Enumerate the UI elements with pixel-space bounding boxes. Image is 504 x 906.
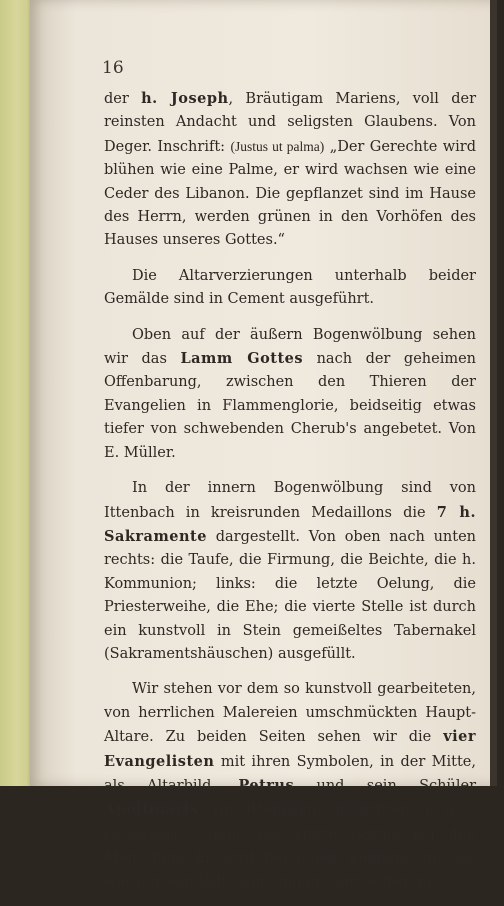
paragraph <box>104 324 476 465</box>
paragraph <box>104 477 476 666</box>
page-edge <box>490 0 497 786</box>
text-run: Die Altarverzierungen unterhalb beider Gemälde sind in Cement ausgeführt. <box>104 267 476 308</box>
text-run: dargestellt. Von oben nach unten rechts: die Taufe, die Firmung, die Beichte, die h. Kommunion; links: die letzte Oelung, die Priesterweihe, die Ehe; die vierte Stelle ist durch ein kunstvoll in Stein gemeißeltes Tabernakel (Sakramentshäuschen) ausgefüllt. <box>104 528 476 662</box>
paragraph <box>104 265 476 312</box>
text-run: Oben auf der äußern Bogenwölbung sehen wir das <box>104 326 476 368</box>
paragraph <box>104 678 476 894</box>
text-run: „Siehe die Hütte Gottes bei den Menschen! Er wird bei ihnen wohnen, und sie werden sein Volk sein, und er, Gott selbst mit <box>104 826 476 890</box>
text-run: . Von Ittenbach. Inschriften: 1) <box>198 802 446 819</box>
text-run: In der innern Bogenwölbung sind von Ittenbach in kreisrunden Medaillons die <box>104 480 476 521</box>
emphasized-term: Lamm Gottes <box>180 350 304 368</box>
paragraph <box>104 87 476 253</box>
body-text <box>104 87 476 906</box>
emphasized-term: Apollinaris <box>104 801 199 819</box>
latin-citation: (Ecce tabernaculum) <box>104 802 476 842</box>
text-run: „Der Gerechte wird blühen wie eine Palme, er wird wachsen wie eine Ceder des Libanon. Die gepflanzet sind im Hause des Herrn, werden grünen in den Vorhöfen des Hauses unseres Gottes.“ <box>104 138 476 249</box>
text-run: Wir stehen vor dem so kunstvoll gearbeiteten, von herrlichen Malereien umschmückten Haupt-Altare. Zu beiden Seiten sehen wir die <box>104 681 476 746</box>
text-run: nach der geheimen Offenbarung, zwischen den Thieren der Evangelien in Flammenglorie, beidseitig etwas tiefer von schwebenden Cherub's angebetet. Von E. Müller. <box>104 351 476 461</box>
emphasized-term: vier Evangelisten <box>104 728 476 770</box>
emphasized-term: 7 h. Sakramente <box>104 503 476 545</box>
page-number: 16 <box>102 58 124 78</box>
emphasized-term: h. Joseph <box>141 90 229 107</box>
text-run: der <box>104 91 142 107</box>
latin-citation: (Justus ut palma) <box>230 138 325 154</box>
text-run: und sein Schüler <box>294 777 476 794</box>
emphasized-term: Petrus <box>238 776 295 794</box>
text-run: , Bräutigam Mariens, voll der reinsten Andacht und seligsten Glaubens. Von Deger. Inschrift: <box>104 91 477 155</box>
text-run: mit ihren Symbolen, in der Mitte, als Altarbild, <box>104 753 476 794</box>
